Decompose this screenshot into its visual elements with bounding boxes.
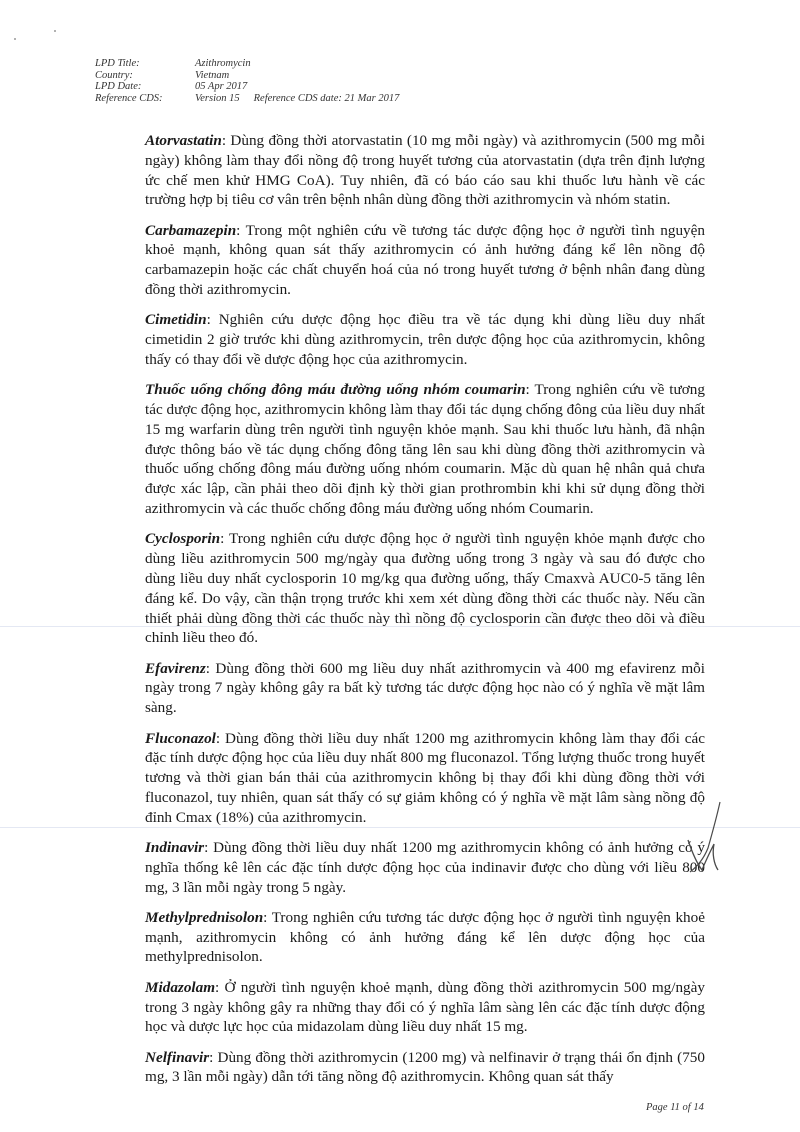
- scan-mark: [14, 38, 16, 40]
- drug-name: Carbamazepin: [145, 221, 237, 239]
- drug-name: Thuốc uống chống đông máu đường uống nhóm coumarin: [145, 381, 526, 399]
- paragraph-text: Trong nghiên cứu dược động học ở người tình nguyện khỏe mạnh được cho dùng liều azithromycin 500 mg/ngày qua đường uống trong 3 ngày và sau đó được cho dùng liều duy nhất cyclosporin 10 mg/kg qua đường uống, thấy Cmaxvà AUC0-5 tăng lên đáng kể. Do vậy, cần thận trọng trước khi xem xét dùng đồng thời các thuốc này. Nếu cần thiết phải dùng đồng thời các thuốc này thì nồng độ cyclosporin cần được theo dõi và điều chỉnh liều theo đó.: [145, 530, 705, 647]
- document-body: [145, 131, 705, 1098]
- interaction-paragraph: Methylprednisolon: Trong nghiên cứu tương tác dược động học ở người tình nguyện khoẻ mạnh, azithromycin không có ảnh hưởng đáng kể lên dược động học của methylprednisolon.: [145, 908, 705, 966]
- interaction-paragraph: Indinavir: Dùng đồng thời liều duy nhất 1200 mg azithromycin không có ảnh hưởng có ý nghĩa thống kê lên các đặc tính dược động học của indinavir được cho dùng với liều 800 mg, 3 lần mỗi ngày trong 5 ngày.: [145, 839, 705, 896]
- paragraph-text: Ở người tình nguyện khoẻ mạnh, dùng đồng thời azithromycin 500 mg/ngày trong 3 ngày không gây ra những thay đổi có ý nghĩa lâm sàng lên các đặc tính dược động học và dược lực học của midazolam dùng liều duy nhất 15 mg.: [145, 978, 705, 1036]
- paragraph-text: Dùng đồng thời atorvastatin (10 mg mỗi ngày) và azithromycin (500 mg mỗi ngày) không làm thay đổi nồng độ trong huyết tương của atorvastatin (dựa trên định lượng ức chế men khử HMG CoA). Tuy nhiên, đã có báo cáo sau khi thuốc lưu hành về các trường hợp bị tiêu cơ vân trên bệnh nhân dùng đồng thời azithromycin và nhóm statin.: [145, 132, 705, 209]
- paragraph-text: Dùng đồng thời liều duy nhất 1200 mg azithromycin không làm thay đổi các đặc tính dược động học của liều duy nhất 800 mg fluconazol. Tổng lượng thuốc trong huyết tương và thời gian bán thải của azithromycin không bị thay đổi khi dùng đồng thời với fluconazol, tuy nhiên, quan sát thấy có sự giảm không có ý nghĩa về mặt lâm sàng nồng độ đỉnh Cmax (18%) của azithromycin.: [145, 729, 705, 826]
- paragraph-text: Trong một nghiên cứu về tương tác dược động học ở người tình nguyện khoẻ mạnh, không quan sát thấy azithromycin có ảnh hưởng đáng kể lên nồng độ carbamazepin hoặc các chất chuyển hoá của nó trong huyết tương ở bệnh nhân đang dùng đồng thời azithromycin.: [145, 221, 705, 299]
- paragraph-text: Nghiên cứu dược động học điều tra về tác dụng khi dùng liều duy nhất cimetidin 2 giờ trước khi dùng azithromycin, trên dược động học của azithromycin, không thấy có thay đổi về dược động học của azithromycin.: [145, 311, 705, 368]
- header-value: [195, 93, 399, 105]
- handwritten-initials-mark: [668, 800, 728, 880]
- interaction-paragraph: Nelfinavir: Dùng đồng thời azithromycin (1200 mg) và nelfinavir ở trạng thái ổn định (750 mg, 3 lần mỗi ngày) dẫn tới tăng nồng độ azithromycin. Không quan sát thấy: [145, 1048, 705, 1086]
- interaction-paragraph: Efavirenz: Dùng đồng thời 600 mg liều duy nhất azithromycin và 400 mg efavirenz mỗi ngày trong 7 ngày không gây ra bất kỳ tương tác dược động học nào có ý nghĩa về mặt lâm sàng.: [145, 659, 705, 717]
- drug-name: Efavirenz: [145, 659, 206, 677]
- drug-name: Methylprednisolon: [145, 908, 264, 926]
- paragraph-text: Dùng đồng thời liều duy nhất 1200 mg azithromycin không có ảnh hưởng có ý nghĩa thống kê lên các đặc tính dược động học của indinavir được cho dùng với liều 800 mg, 3 lần mỗi ngày trong 5 ngày.: [145, 839, 705, 896]
- drug-name: Cyclosporin: [145, 530, 221, 548]
- header-value: 05 Apr 2017: [195, 81, 248, 92]
- header-label: LPD Date:: [95, 81, 142, 92]
- reference-date: Reference CDS date: 21 Mar 2017: [253, 92, 400, 104]
- header-row-date: [95, 81, 399, 93]
- interaction-paragraph: Cyclosporin: Trong nghiên cứu dược động học ở người tình nguyện khỏe mạnh được cho dùng liều azithromycin 500 mg/ngày qua đường uống trong 3 ngày và sau đó được cho dùng liều duy nhất cyclosporin 10 mg/kg qua đường uống, thấy Cmaxvà AUC0-5 tăng lên đáng kể. Do vậy, cần thận trọng trước khi xem xét dùng đồng thời các thuốc này. Nếu cần thiết phải dùng đồng thời các thuốc này thì nồng độ cyclosporin cần được theo dõi và điều chỉnh liều theo đó.: [145, 530, 705, 647]
- drug-name: Nelfinavir: [145, 1048, 210, 1066]
- header-row-reference: [95, 93, 399, 105]
- drug-name: Midazolam: [145, 978, 216, 996]
- paragraph-text: Trong nghiên cứu về tương tác dược động học, azithromycin không làm thay đổi tác dụng chống đông của liều duy nhất 15 mg warfarin dùng trên người tình nguyện khỏe mạnh. Sau khi thuốc lưu hành, đã nhận được thông báo về tác dụng chống đông tăng lên sau khi dùng đồng thời azithromycin và thuốc uống chống đông máu đường uống nhóm coumarin. Mặc dù quan hệ nhân quả chưa được xác lập, cần phải theo dõi định kỳ thời gian prothrombin khi khi sử dụng đồng thời azithromycin và các thuốc chống đông máu đường uống nhóm Coumarin.: [145, 381, 705, 518]
- header-value: Azithromycin: [195, 58, 251, 69]
- drug-name: Cimetidin: [145, 311, 207, 329]
- interaction-paragraph: Fluconazol: Dùng đồng thời liều duy nhất 1200 mg azithromycin không làm thay đổi các đặc tính dược động học của liều duy nhất 800 mg fluconazol. Tổng lượng thuốc trong huyết tương và thời gian bán thải của azithromycin không bị thay đổi khi dùng đồng thời với fluconazol, tuy nhiên, quan sát thấy có sự giảm không có ý nghĩa về mặt lâm sàng nồng độ đỉnh Cmax (18%) của azithromycin.: [145, 729, 705, 826]
- paragraph-text: Dùng đồng thời 600 mg liều duy nhất azithromycin và 400 mg efavirenz mỗi ngày trong 7 ngày không gây ra bất kỳ tương tác dược động học nào có ý nghĩa về mặt lâm sàng.: [145, 659, 705, 717]
- drug-name: Indinavir: [145, 839, 205, 856]
- interaction-paragraph: Thuốc uống chống đông máu đường uống nhóm coumarin: Trong nghiên cứu về tương tác dược động học, azithromycin không làm thay đổi tác dụng chống đông của liều duy nhất 15 mg warfarin dùng trên người tình nguyện khỏe mạnh. Sau khi thuốc lưu hành, đã nhận được thông báo về tác dụng chống đông tăng lên sau khi dùng đồng thời azithromycin và thuốc uống chống đông máu đường uống nhóm coumarin. Mặc dù quan hệ nhân quả chưa được xác lập, cần phải theo dõi định kỳ thời gian prothrombin khi khi sử dụng đồng thời azithromycin và các thuốc chống đông máu đường uống nhóm Coumarin.: [145, 381, 705, 518]
- paragraph-text: Dùng đồng thời azithromycin (1200 mg) và nelfinavir ở trạng thái ổn định (750 mg, 3 lần mỗi ngày) dẫn tới tăng nồng độ azithromycin. Không quan sát thấy: [145, 1048, 705, 1086]
- interaction-paragraph: Atorvastatin: Dùng đồng thời atorvastatin (10 mg mỗi ngày) và azithromycin (500 mg mỗi ngày) không làm thay đổi nồng độ trong huyết tương của atorvastatin (dựa trên định lượng ức chế men khử HMG CoA). Tuy nhiên, đã có báo cáo sau khi thuốc lưu hành về các trường hợp bị tiêu cơ vân trên bệnh nhân dùng đồng thời azithromycin và nhóm statin.: [145, 132, 705, 209]
- header-value: Vietnam: [195, 69, 230, 81]
- header-row-country: [95, 70, 399, 82]
- paragraph-text: Trong nghiên cứu tương tác dược động học ở người tình nguyện khoẻ mạnh, azithromycin không có ảnh hưởng đáng kể lên dược động học của methylprednisolon.: [145, 908, 705, 966]
- page-number: Page 11 of 14: [646, 1102, 704, 1113]
- drug-name: Fluconazol: [145, 729, 216, 747]
- scan-mark: [54, 30, 56, 32]
- header-label: Country:: [95, 69, 133, 81]
- drug-name: Atorvastatin: [145, 132, 222, 149]
- reference-version: Version 15: [195, 92, 240, 104]
- interaction-paragraph: Carbamazepin: Trong một nghiên cứu về tương tác dược động học ở người tình nguyện khoẻ mạnh, không quan sát thấy azithromycin có ảnh hưởng đáng kể lên nồng độ carbamazepin hoặc các chất chuyển hoá của nó trong huyết tương ở bệnh nhân đang dùng đồng thời azithromycin.: [145, 221, 705, 299]
- header-label: Reference CDS:: [95, 92, 163, 104]
- header-row-title: [95, 58, 399, 70]
- interaction-paragraph: Midazolam: Ở người tình nguyện khoẻ mạnh, dùng đồng thời azithromycin 500 mg/ngày trong 3 ngày không gây ra những thay đổi có ý nghĩa lâm sàng lên các đặc tính dược động học và dược lực học của midazolam dùng liều duy nhất 15 mg.: [145, 978, 705, 1036]
- document-header: [95, 58, 399, 104]
- header-label: LPD Title:: [95, 58, 140, 69]
- interaction-paragraph: Cimetidin: Nghiên cứu dược động học điều tra về tác dụng khi dùng liều duy nhất cimetidin 2 giờ trước khi dùng azithromycin, trên dược động học của azithromycin, không thấy có thay đổi về dược động học của azithromycin.: [145, 311, 705, 368]
